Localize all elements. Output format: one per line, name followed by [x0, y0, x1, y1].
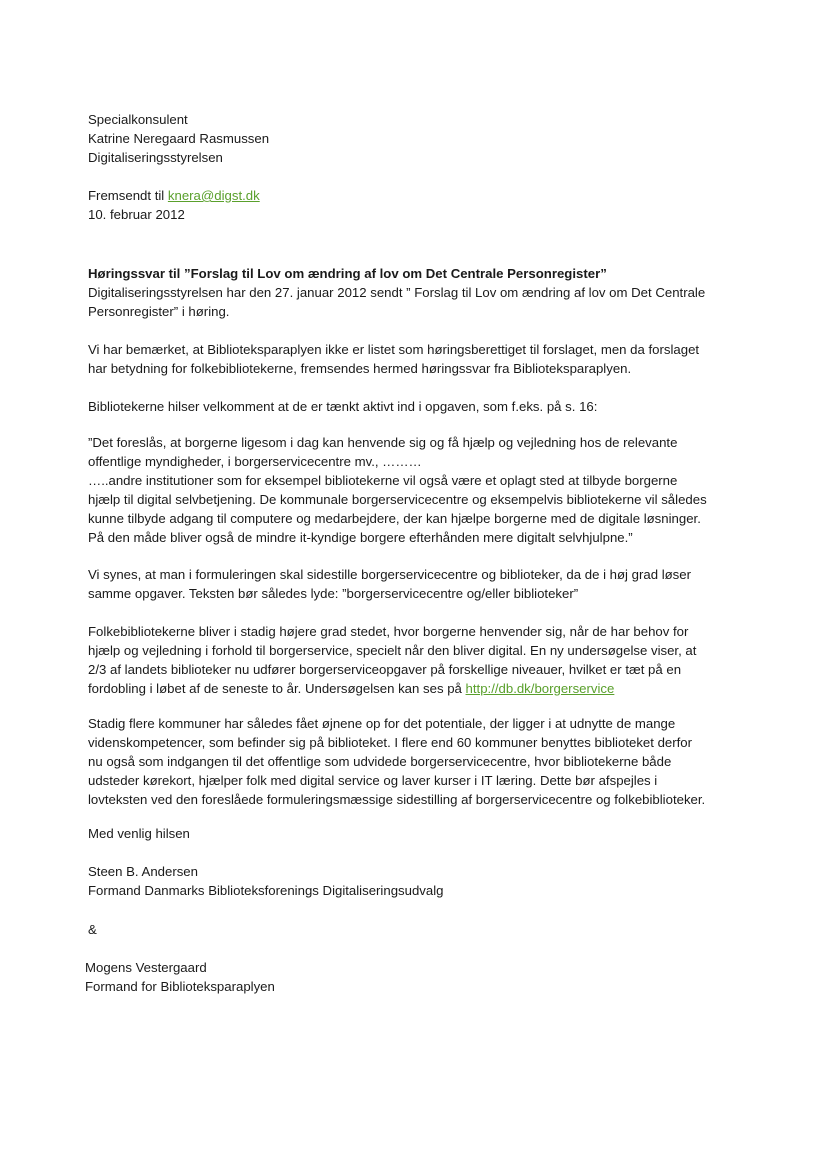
paragraph-1: [88, 340, 758, 378]
borgerservice-link[interactable]: http://db.dk/borgerservice: [465, 681, 615, 696]
subject-heading: Høringssvar til ”Forslag til Lov om ændring af lov om Det Centrale Personregister”: [88, 266, 607, 281]
paragraph-2: [88, 397, 758, 416]
intro-line-2: Personregister” i høring.: [88, 304, 230, 319]
quote-line-3: …..andre institutioner som for eksempel bibliotekerne vil også være et oplagt sted at tilbyde borgerne: [88, 473, 678, 488]
sent-prefix: Fremsendt til: [88, 188, 168, 203]
recipient-block: [88, 110, 758, 167]
email-link[interactable]: knera@digst.dk: [167, 188, 260, 203]
paragraph-5-line-3: nu også som indgangen til det offentlige som udvidede borgerservicecentre, hvor bibliotekerne både: [88, 754, 672, 769]
ampersand-line: [88, 920, 758, 939]
paragraph-4-line-1: Folkebibliotekerne bliver i stadig højere grad stedet, hvor borgerne henvender sig, når de har behov for: [88, 624, 689, 639]
paragraph-3-line-1: Vi synes, at man i formuleringen skal sidestille borgerservicecentre og biblioteker, da de i høj grad løser: [88, 567, 692, 582]
paragraph-5-line-2: videnskompetencer, som befinder sig på biblioteket. I flere end 60 kommuner benyttes biblioteket derfor: [88, 735, 693, 750]
ampersand-text: &: [88, 922, 97, 937]
quote-block: [88, 433, 758, 547]
paragraph-1-line-2: har betydning for folkebibliotekerne, fremsendes hermed høringssvar fra Biblioteksparaplyen.: [88, 361, 632, 376]
paragraph-4-line-4-text: fordobling i løbet af de seneste to år. Undersøgelsen kan ses på: [88, 681, 466, 696]
signer-1-title: Formand Danmarks Biblioteksforenings Digitaliseringsudvalg: [88, 883, 444, 898]
sent-date: 10. februar 2012: [88, 207, 185, 222]
paragraph-4: [88, 622, 758, 698]
quote-line-2: offentlige myndigheder, i borgerservicecentre mv., ………: [88, 454, 422, 469]
recipient-title: Specialkonsulent: [88, 112, 188, 127]
paragraph-4-line-2: hjælp og vejledning i forhold til borgerservice, specielt når den bliver digital. En ny undersøgelse viser, at: [88, 643, 697, 658]
paragraph-4-line-4: [88, 679, 758, 698]
recipient-name: Katrine Neregaard Rasmussen: [88, 131, 270, 146]
recipient-org: Digitaliseringsstyrelsen: [88, 150, 223, 165]
quote-line-1: ”Det foreslås, at borgerne ligesom i dag kan henvende sig og få hjælp og vejledning hos de relevante: [88, 435, 678, 450]
paragraph-5-line-5: lovteksten ved den foreslåede formuleringsmæssige sidestilling af borgerservicecentre og folkebiblioteker.: [88, 792, 706, 807]
paragraph-5: [88, 714, 758, 809]
quote-line-6: På den måde bliver også de mindre it-kyndige borgere efterhånden mere digitalt selvhjulpne.”: [88, 530, 633, 545]
signer-2-name: Mogens Vestergaard: [85, 960, 207, 975]
intro-line-1: Digitaliseringsstyrelsen har den 27. januar 2012 sendt ” Forslag til Lov om ændring af lov om Det Centrale: [88, 285, 706, 300]
signer-1-name: Steen B. Andersen: [88, 864, 198, 879]
paragraph-3-line-2: samme opgaver. Teksten bør således lyde: ”borgerservicecentre og/eller biblioteker”: [88, 586, 579, 601]
signer-2-title: Formand for Biblioteksparaplyen: [85, 979, 275, 994]
quote-line-5: kunne tilbyde adgang til computere og medarbejdere, der kan hjælpe borgerne med de digitale løsninger.: [88, 511, 701, 526]
paragraph-3: [88, 565, 758, 603]
subject-block: [88, 264, 758, 321]
paragraph-5-line-1: Stadig flere kommuner har således fået øjnene op for det potentiale, der ligger i at udnytte de mange: [88, 716, 676, 731]
closing-line: [88, 824, 758, 843]
sent-block: [88, 186, 758, 224]
signer-2-block: [85, 958, 755, 996]
closing-text: Med venlig hilsen: [88, 826, 190, 841]
paragraph-1-line-1: Vi har bemærket, at Biblioteksparaplyen ikke er listet som høringsberettiget til forslaget, men da forslaget: [88, 342, 700, 357]
paragraph-5-line-4: udsteder kørekort, hjælper folk med digital service og laver kurser i IT læring. Dette bør afspejles i: [88, 773, 658, 788]
signer-1-block: [88, 862, 758, 900]
quote-line-4: hjælp til digital selvbetjening. De kommunale borgerservicecentre og eksempelvis bibliotekerne vil således: [88, 492, 707, 507]
paragraph-4-line-3: 2/3 af landets biblioteker nu udfører borgerserviceopgaver på forskellige niveauer, hvilket er tæt på en: [88, 662, 682, 677]
sent-line: [88, 186, 758, 205]
paragraph-2-line: Bibliotekerne hilser velkomment at de er tænkt aktivt ind i opgaven, som f.eks. på s. 16:: [88, 399, 598, 414]
